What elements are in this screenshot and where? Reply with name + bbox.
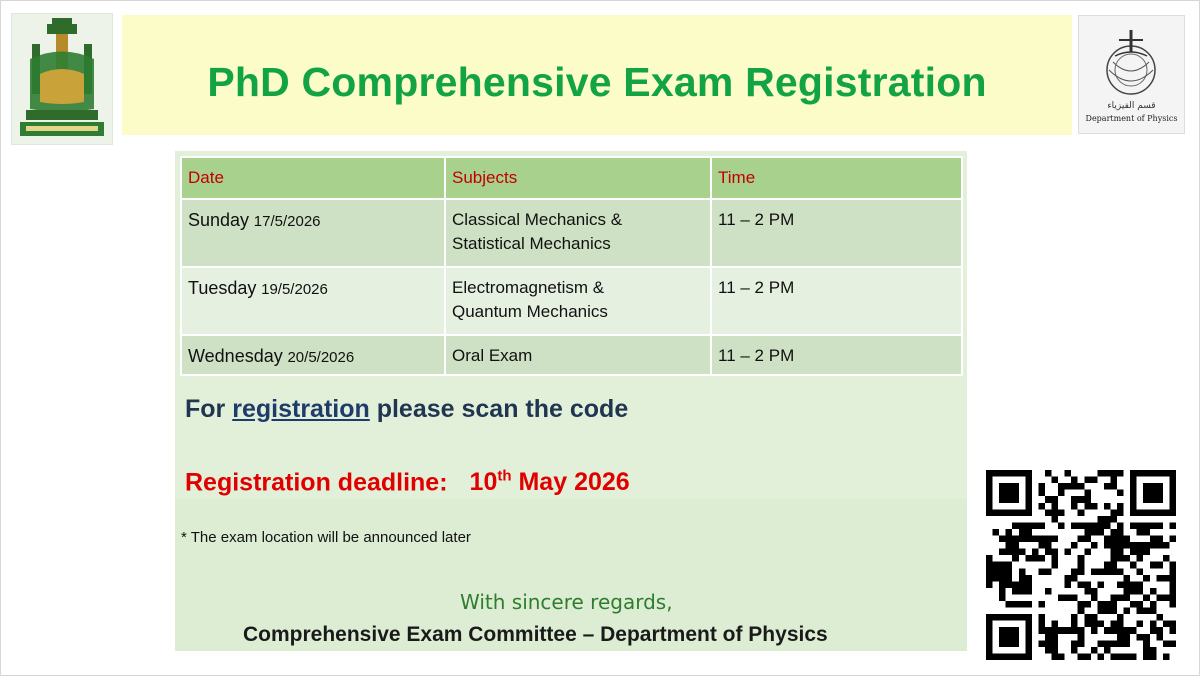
scan-suffix: please scan the code <box>376 395 629 423</box>
qr-code-icon[interactable] <box>986 469 1176 661</box>
row-subject-line: Classical Mechanics & <box>452 210 623 229</box>
row-day: Sunday <box>188 210 250 230</box>
row-date: 20/5/2026 <box>287 349 355 366</box>
row-day: Wednesday <box>188 346 283 366</box>
location-note: * The exam location will be announced later <box>181 529 471 546</box>
table-row <box>181 335 962 375</box>
row-date: 19/5/2026 <box>261 281 328 298</box>
header-time: Time <box>711 157 962 199</box>
registration-deadline <box>185 468 630 497</box>
schedule-table <box>180 156 963 376</box>
row-date-cell <box>181 267 445 335</box>
scan-instruction <box>185 395 628 424</box>
department-arabic-name: قسم الفيزياء <box>1107 101 1156 111</box>
page-title: PhD Comprehensive Exam Registration <box>207 59 987 105</box>
department-caption: Department of Physics <box>1085 114 1178 123</box>
title-banner <box>122 15 1072 135</box>
physics-department-logo-icon <box>1078 15 1185 134</box>
row-subject-cell <box>445 267 711 335</box>
row-day: Tuesday <box>188 278 257 298</box>
row-subject-cell <box>445 199 711 267</box>
university-logo-icon <box>11 13 113 145</box>
table-row <box>181 267 962 335</box>
table-header-row <box>181 157 962 199</box>
row-time: 11 – 2 PM <box>711 267 962 335</box>
table-row <box>181 199 962 267</box>
scan-prefix: For <box>185 395 226 423</box>
schedule-panel <box>175 151 967 651</box>
row-time: 11 – 2 PM <box>711 335 962 375</box>
row-subject-cell <box>445 335 711 375</box>
row-date-cell <box>181 199 445 267</box>
deadline-ordinal: th <box>497 468 512 485</box>
registration-link[interactable]: registration <box>232 395 370 423</box>
closing-regards: With sincere regards, <box>460 590 673 614</box>
row-subject-line: Quantum Mechanics <box>452 302 608 321</box>
row-date-cell <box>181 335 445 375</box>
row-date: 17/5/2026 <box>253 213 321 230</box>
deadline-date <box>470 468 630 496</box>
row-time: 11 – 2 PM <box>711 199 962 267</box>
row-subject-line: Oral Exam <box>452 346 533 365</box>
deadline-label: Registration deadline: <box>185 468 448 497</box>
row-subject-line: Electromagnetism & <box>452 278 605 297</box>
deadline-month-year: May 2026 <box>518 468 630 497</box>
row-subject-line: Statistical Mechanics <box>452 234 611 253</box>
deadline-day: 10 <box>469 468 498 497</box>
header-date: Date <box>181 157 445 199</box>
committee-signature: Comprehensive Exam Committee – Department of Physics <box>243 623 828 646</box>
header-subjects: Subjects <box>445 157 711 199</box>
